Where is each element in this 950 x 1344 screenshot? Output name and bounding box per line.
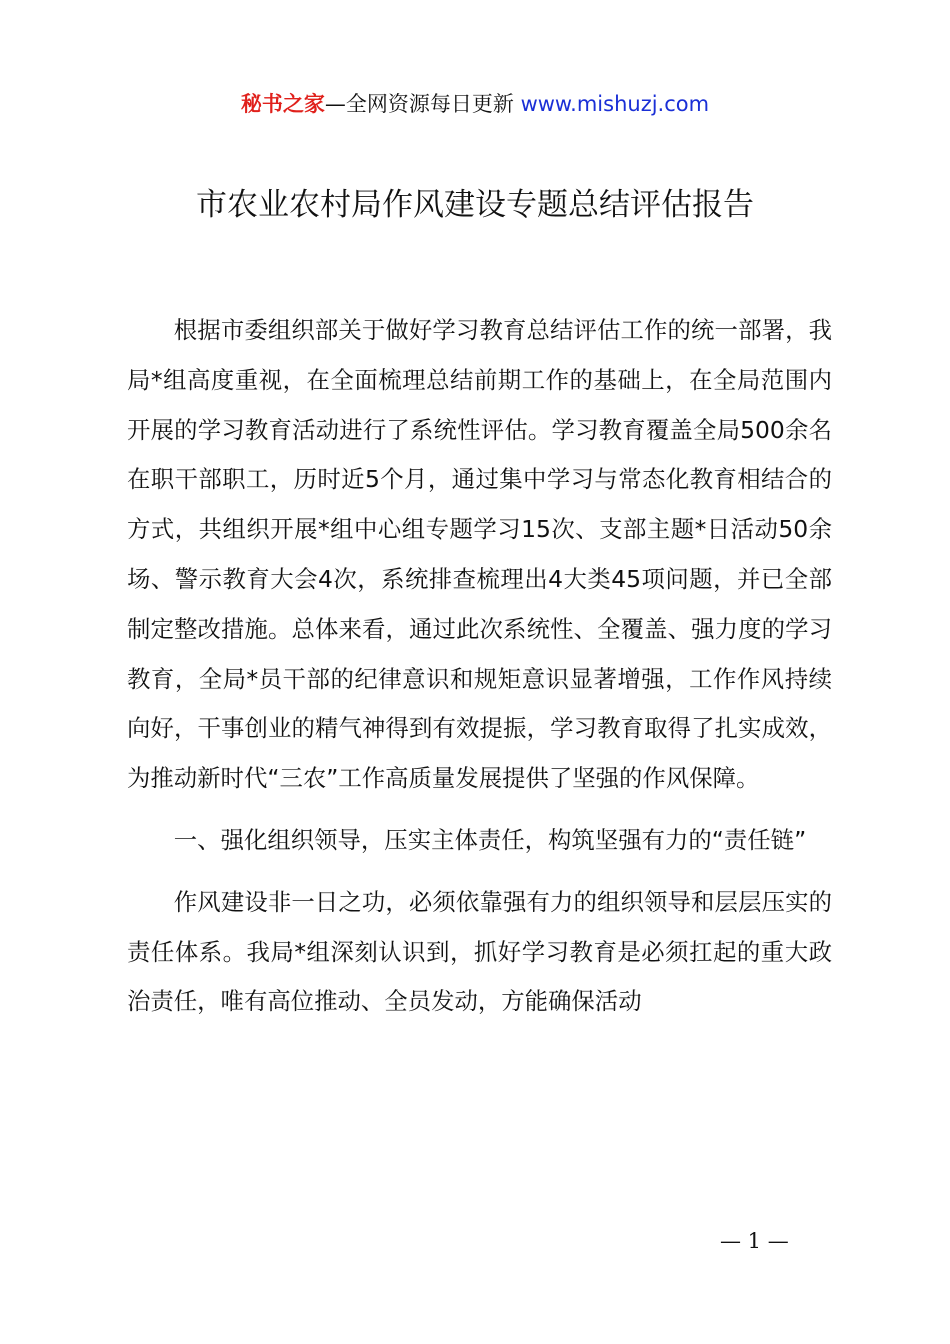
header-banner — [0, 88, 950, 120]
site-url-link[interactable]: www.mishuzj.com — [520, 92, 710, 116]
intro-paragraph: 根据市委组织部关于做好学习教育总结评估工作的统一部署，我局*组高度重视，在全面梳理总结前期工作的基础上，在全局范围内开展的学习教育活动进行了系统性评估。学习教育覆盖全局500余名在职干部职工，历时近5个月，通过集中学习与常态化教育相结合的方式，共组织开展*组中心组专题学习15次、支部主题*日活动50余场、警示教育大会4次，系统排查梳理出4大类45项问题，并已全部制定整改措施。总体来看，通过此次系统性、全覆盖、强力度的学习教育，全局*员干部的纪律意识和规矩意识显著增强，工作作风持续向好，干事创业的精气神得到有效提振，学习教育取得了扎实成效，为推动新时代“三农”工作高质量发展提供了坚强的作风保障。 — [127, 316, 832, 793]
document-title: 市农业农村局作风建设专题总结评估报告 — [196, 187, 754, 223]
section-1-paragraph: 作风建设非一日之功，必须依靠强有力的组织领导和层层压实的责任体系。我局*组深刻认识到，抓好学习教育是必须扛起的重大政治责任，唯有高位推动、全员发动，方能确保活动 — [127, 887, 832, 1016]
header-slogan: —全网资源每日更新 — [324, 92, 514, 116]
page-number: — 1 — — [720, 1229, 789, 1253]
section-heading-1: 一、强化组织领导，压实主体责任，构筑坚强有力的“责任链” — [173, 825, 807, 854]
brand-name: 秘书之家 — [240, 92, 325, 116]
document-body — [127, 306, 832, 1027]
